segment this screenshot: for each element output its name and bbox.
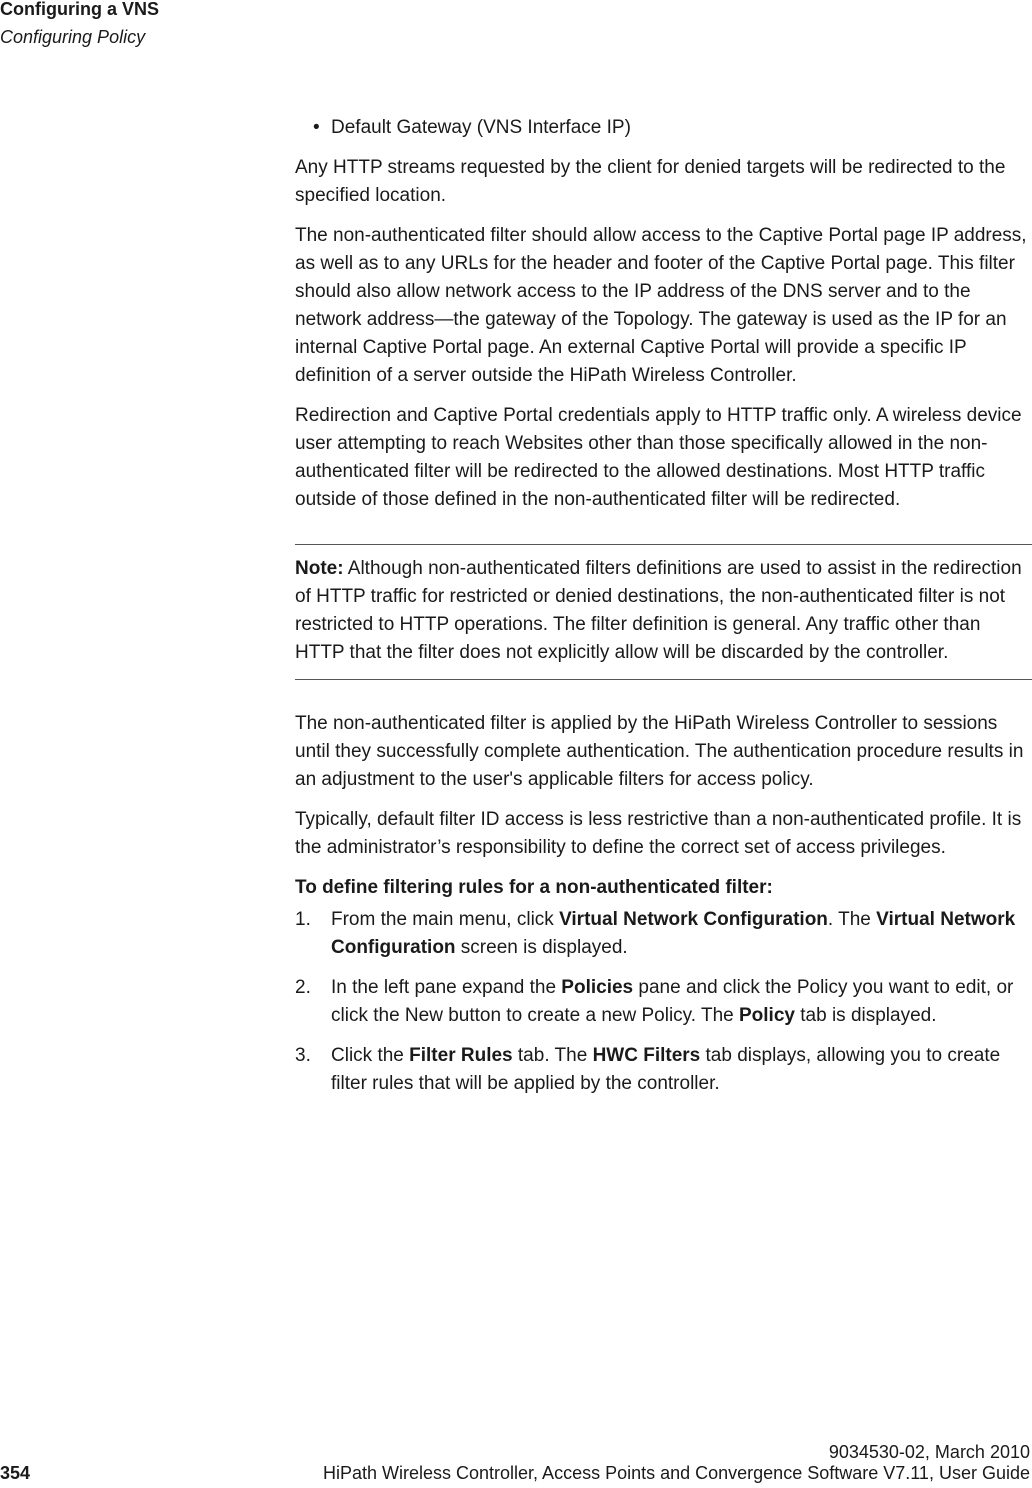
step-text: . The: [827, 909, 877, 930]
doc-title: HiPath Wireless Controller, Access Points and Convergence Software V7.11, User Guide: [322, 1463, 1030, 1483]
step-number: 2.: [295, 977, 311, 998]
ui-term: Policy: [739, 1005, 795, 1026]
paragraph: Redirection and Captive Portal credentials apply to HTTP traffic only. A wireless device user attempting to reach Websites other than those specifically allowed in the non-authenticated filter will be redirected to the allowed destinations. Most HTTP traffic outside of those defined in the non-authenticated filter will be redirected.: [295, 405, 1022, 510]
section-title: Configuring Policy: [0, 27, 146, 47]
procedure-title: To define filtering rules for a non-authenticated filter:: [295, 877, 773, 898]
procedure-step: [295, 974, 1032, 1030]
page-number: 354: [0, 1463, 31, 1483]
step-number: 3.: [295, 1045, 311, 1066]
paragraph: Typically, default filter ID access is less restrictive than a non-authenticated profile. It is the administrator’s responsibility to define the correct set of access privileges.: [295, 809, 1022, 858]
paragraph: The non-authenticated filter is applied by the HiPath Wireless Controller to sessions until they successfully complete authentication. The authentication procedure results in an adjustment to the user's applicable filters for access policy.: [295, 713, 1024, 790]
bullet-marker: •: [313, 117, 320, 138]
note-label: Note:: [295, 558, 344, 579]
step-number: 1.: [295, 909, 311, 930]
step-text: Click the: [331, 1045, 410, 1066]
page-header: [0, 0, 159, 48]
page-body: [295, 114, 1032, 1110]
ui-term: Policies: [561, 977, 634, 998]
step-text: tab is displayed.: [794, 1005, 937, 1026]
chapter-title: Configuring a VNS: [0, 0, 159, 19]
step-text: From the main menu, click: [331, 909, 560, 930]
ui-term: HWC Filters: [592, 1045, 701, 1066]
ui-term: Filter Rules: [409, 1045, 513, 1066]
step-text: tab displays, allowing you to create filter rules that will be applied by the controller.: [331, 1045, 1001, 1094]
bullet-item: [295, 114, 1032, 142]
paragraph: The non-authenticated filter should allow access to the Captive Portal page IP address, as well as to any URLs for the header and footer of the Captive Portal page. This filter should also allow network access to the IP address of the DNS server and to the network address—the gateway of the Topology. The gateway is used as the IP for an internal Captive Portal page. An external Captive Portal will provide a specific IP definition of a server outside the HiPath Wireless Controller.: [295, 225, 1027, 386]
step-text: tab. The: [512, 1045, 593, 1066]
step-text: pane and click the Policy you want to edit, or click the New button to create a new Policy. The: [331, 977, 1014, 1026]
note-box: [295, 544, 1032, 680]
page-footer: [0, 1442, 1030, 1484]
step-text: screen is displayed.: [455, 937, 628, 958]
step-text: In the left pane expand the: [331, 977, 562, 998]
procedure-step: [295, 1042, 1032, 1098]
ui-term: Virtual Network Configuration: [559, 909, 828, 930]
bullet-text: Default Gateway (VNS Interface IP): [331, 117, 631, 138]
paragraph: Any HTTP streams requested by the client for denied targets will be redirected to the specified location.: [295, 157, 1006, 206]
note-text: Although non-authenticated filters definitions are used to assist in the redirection of HTTP traffic for restricted or denied destinations, the non-authenticated filter is not restricted to HTTP operations. The filter definition is general. Any traffic other than HTTP that the filter does not explicitly allow will be discarded by the controller.: [295, 558, 1022, 663]
procedure-step: [295, 906, 1032, 962]
doc-number: 9034530-02, March 2010: [828, 1442, 1030, 1462]
ui-term: Virtual Network Configuration: [331, 909, 1016, 958]
